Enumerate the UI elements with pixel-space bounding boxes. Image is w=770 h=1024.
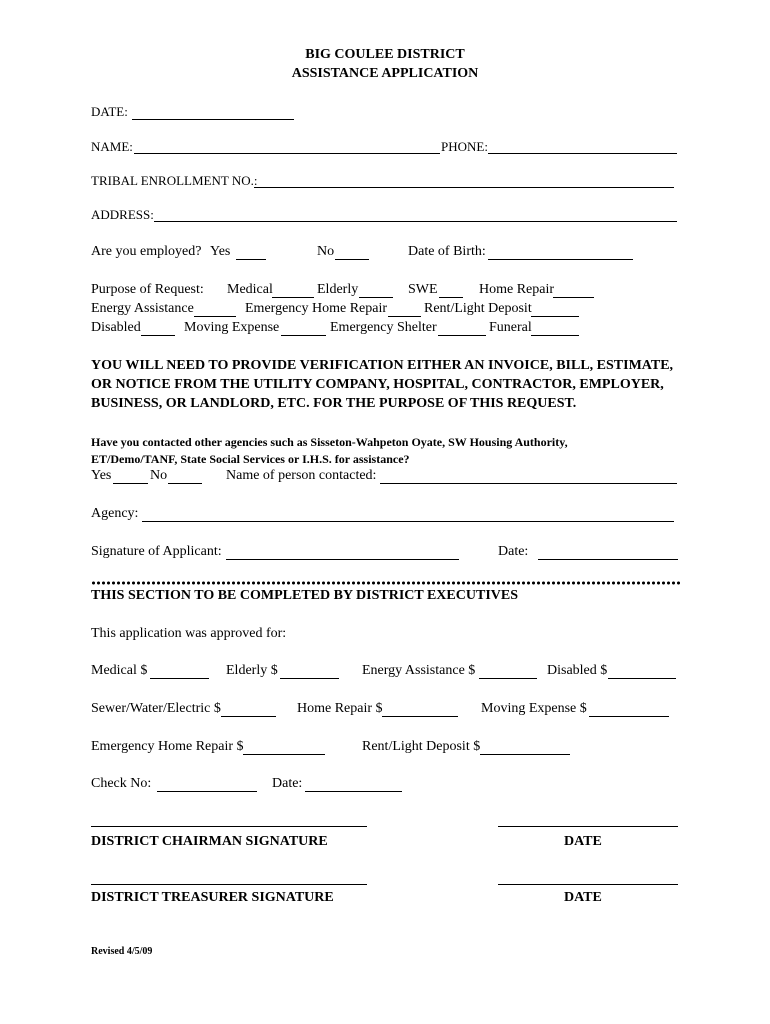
- treasurer-signature-label: DISTRICT TREASURER SIGNATURE: [91, 890, 334, 905]
- agency-label: Agency:: [91, 506, 139, 521]
- agency-field[interactable]: [142, 521, 674, 522]
- purpose-home-repair-field[interactable]: [553, 297, 594, 298]
- purpose-funeral-label: Funeral: [489, 320, 532, 335]
- treasurer-signature-line[interactable]: [91, 884, 367, 885]
- check-no-label: Check No:: [91, 776, 152, 791]
- treasurer-date-line[interactable]: [498, 884, 678, 885]
- applicant-signature-label: Signature of Applicant:: [91, 544, 222, 559]
- address-label: ADDRESS:: [91, 207, 154, 222]
- purpose-label: Purpose of Request:: [91, 282, 204, 297]
- agencies-yes-field[interactable]: [113, 483, 148, 484]
- chairman-date-line[interactable]: [498, 826, 678, 827]
- purpose-rent-field[interactable]: [531, 316, 579, 317]
- agencies-no-label: No: [150, 468, 168, 483]
- check-date-field[interactable]: [305, 791, 402, 792]
- agencies-yes-label: Yes: [91, 468, 112, 483]
- purpose-swe-field[interactable]: [439, 297, 463, 298]
- notice-line-1: YOU WILL NEED TO PROVIDE VERIFICATION EITHER AN INVOICE, BILL, ESTIMATE,: [91, 358, 674, 373]
- purpose-home-repair-label: Home Repair: [479, 282, 555, 297]
- purpose-disabled-label: Disabled: [91, 320, 141, 335]
- notice-line-3: BUSINESS, OR LANDLORD, ETC. FOR THE PURPOSE OF THIS REQUEST.: [91, 396, 577, 411]
- purpose-funeral-field[interactable]: [531, 335, 579, 336]
- tribal-label: TRIBAL ENROLLMENT NO.:: [91, 173, 258, 188]
- approved-medical-label: Medical $: [91, 663, 148, 678]
- employed-yes-label: Yes: [210, 244, 231, 259]
- form-subtitle: ASSISTANCE APPLICATION: [291, 66, 479, 81]
- check-date-label: Date:: [272, 776, 303, 791]
- purpose-disabled-field[interactable]: [141, 335, 175, 336]
- approved-label: This application was approved for:: [91, 626, 287, 641]
- purpose-swe-label: SWE: [408, 282, 438, 297]
- name-field[interactable]: [134, 153, 440, 154]
- approved-moving-label: Moving Expense $: [481, 701, 587, 716]
- purpose-emergency-label: Emergency Home Repair: [245, 301, 388, 316]
- address-field[interactable]: [154, 221, 677, 222]
- approved-elderly-field[interactable]: [280, 678, 339, 679]
- employed-question: Are you employed?: [91, 244, 202, 259]
- approved-sewer-field[interactable]: [221, 716, 276, 717]
- phone-label: PHONE:: [441, 139, 488, 154]
- contact-label: Name of person contacted:: [226, 468, 377, 483]
- contact-field[interactable]: [380, 483, 677, 484]
- employed-no-field[interactable]: [335, 259, 369, 260]
- tribal-field[interactable]: [254, 187, 674, 188]
- form-title: BIG COULEE DISTRICT: [305, 47, 465, 62]
- check-no-field[interactable]: [157, 791, 257, 792]
- revised-note: Revised 4/5/09: [91, 946, 153, 957]
- agencies-no-field[interactable]: [168, 483, 202, 484]
- purpose-elderly-label: Elderly: [317, 282, 359, 297]
- approved-moving-field[interactable]: [589, 716, 669, 717]
- approved-elderly-label: Elderly $: [226, 663, 278, 678]
- date-label: DATE:: [91, 104, 128, 119]
- approved-energy-label: Energy Assistance $: [362, 663, 476, 678]
- name-label: NAME:: [91, 139, 133, 154]
- purpose-shelter-label: Emergency Shelter: [330, 320, 437, 335]
- purpose-emergency-field[interactable]: [388, 316, 421, 317]
- dob-label: Date of Birth:: [408, 244, 486, 259]
- treasurer-date-label: DATE: [564, 890, 602, 905]
- approved-energy-field[interactable]: [479, 678, 537, 679]
- district-heading: THIS SECTION TO BE COMPLETED BY DISTRICT EXECUTIVES: [91, 588, 518, 603]
- approved-home-repair-label: Home Repair $: [297, 701, 383, 716]
- approved-rent-field[interactable]: [480, 754, 570, 755]
- approved-disabled-field[interactable]: [608, 678, 676, 679]
- approved-sewer-label: Sewer/Water/Electric $: [91, 701, 221, 716]
- phone-field[interactable]: [488, 153, 677, 154]
- employed-no-label: No: [317, 244, 335, 259]
- applicant-signature-field[interactable]: [226, 559, 459, 560]
- purpose-medical-field[interactable]: [272, 297, 314, 298]
- approved-rent-label: Rent/Light Deposit $: [362, 739, 481, 754]
- applicant-date-label: Date:: [498, 544, 529, 559]
- purpose-moving-field[interactable]: [281, 335, 326, 336]
- approved-emergency-label: Emergency Home Repair $: [91, 739, 244, 754]
- employed-yes-field[interactable]: [236, 259, 266, 260]
- applicant-date-field[interactable]: [538, 559, 678, 560]
- chairman-signature-line[interactable]: [91, 826, 367, 827]
- agencies-question-1: Have you contacted other agencies such as Sisseton-Wahpeton Oyate, SW Housing Authority,: [91, 435, 568, 449]
- purpose-energy-field[interactable]: [194, 316, 236, 317]
- chairman-date-label: DATE: [564, 834, 602, 849]
- section-divider: [91, 581, 681, 585]
- notice-line-2: OR NOTICE FROM THE UTILITY COMPANY, HOSPITAL, CONTRACTOR, EMPLOYER,: [91, 377, 664, 392]
- approved-disabled-label: Disabled $: [547, 663, 608, 678]
- dob-field[interactable]: [488, 259, 633, 260]
- purpose-shelter-field[interactable]: [438, 335, 486, 336]
- purpose-moving-label: Moving Expense: [184, 320, 280, 335]
- purpose-rent-label: Rent/Light Deposit: [424, 301, 532, 316]
- purpose-medical-label: Medical: [227, 282, 273, 297]
- approved-emergency-field[interactable]: [243, 754, 325, 755]
- approved-medical-field[interactable]: [150, 678, 209, 679]
- purpose-elderly-field[interactable]: [359, 297, 393, 298]
- chairman-signature-label: DISTRICT CHAIRMAN SIGNATURE: [91, 834, 328, 849]
- agencies-question-2: ET/Demo/TANF, State Social Services or I.H.S. for assistance?: [91, 452, 410, 466]
- date-field[interactable]: [132, 119, 294, 120]
- purpose-energy-label: Energy Assistance: [91, 301, 194, 316]
- approved-home-repair-field[interactable]: [382, 716, 458, 717]
